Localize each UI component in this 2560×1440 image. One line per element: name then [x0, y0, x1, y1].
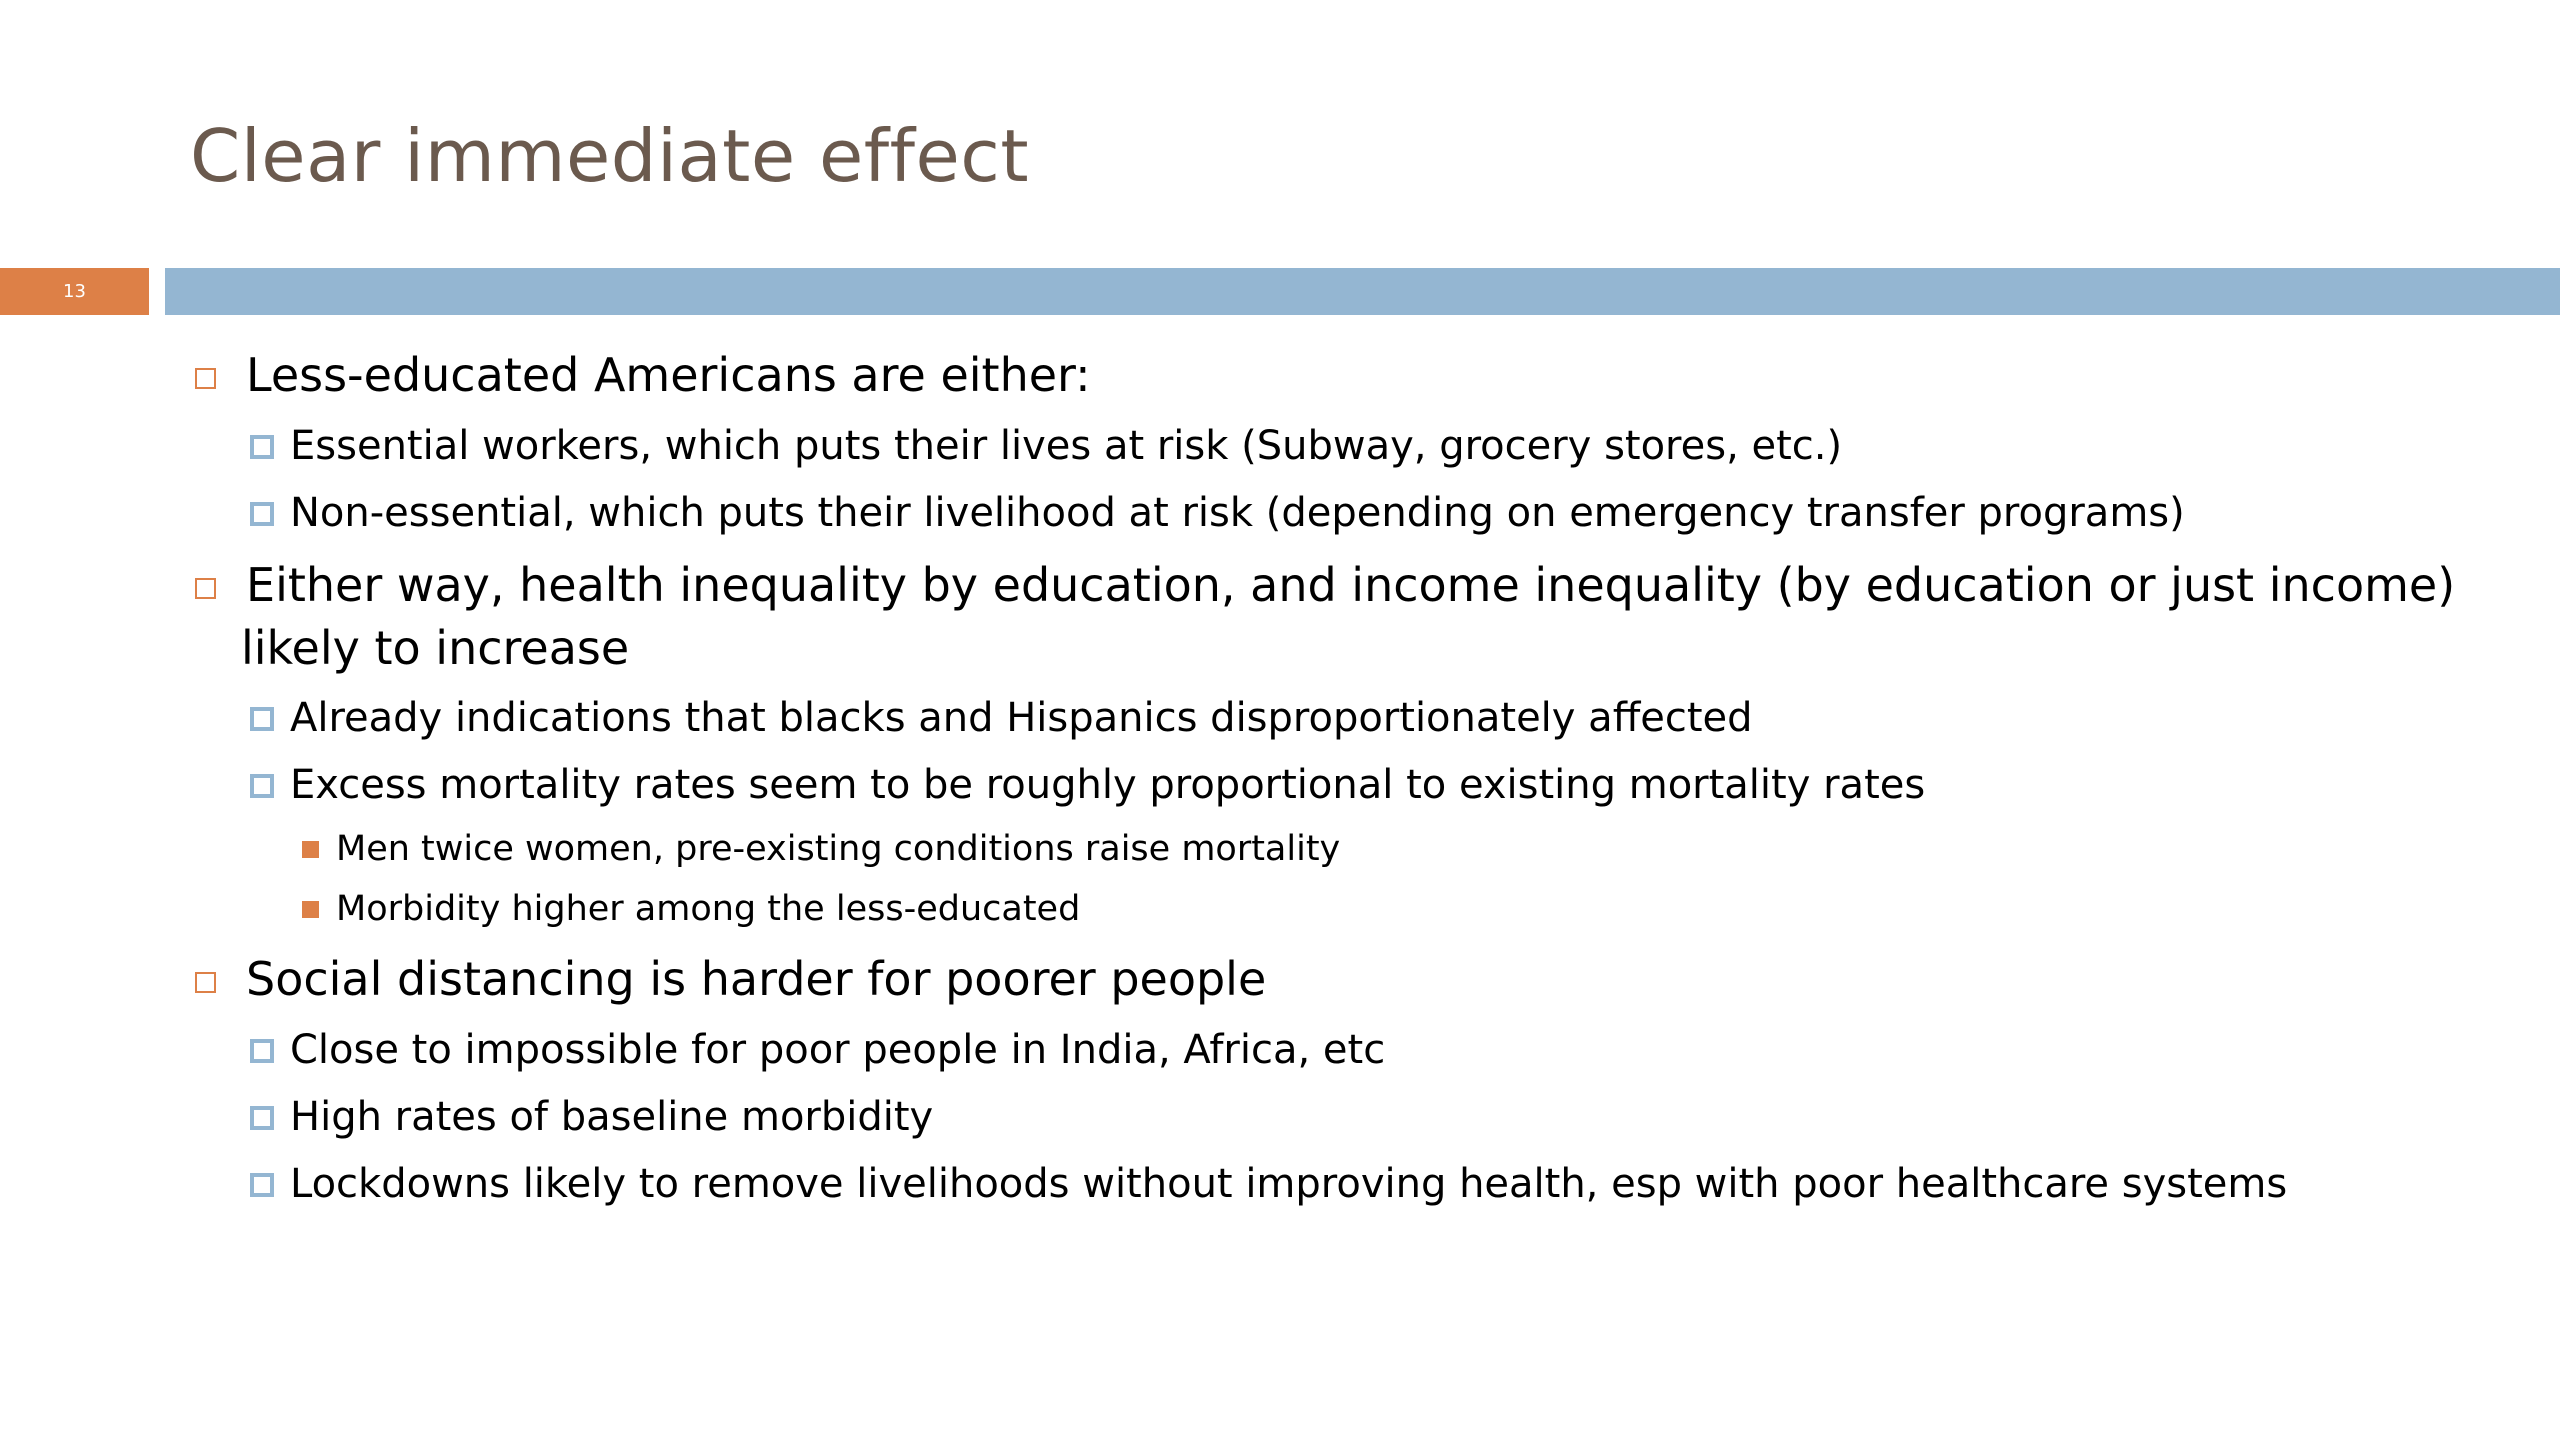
bullet-text: Already indications that blacks and Hispanics disproportionately affected	[290, 695, 1753, 741]
bullet-text: Close to impossible for poor people in India, Africa, etc	[290, 1027, 1386, 1073]
bullet-item-level2	[250, 1022, 1385, 1078]
bullet-item-level1	[195, 344, 1091, 407]
bullet-text: Social distancing is harder for poorer people	[246, 952, 1267, 1006]
bullet-item-level3	[302, 825, 1340, 873]
bullet-text: High rates of baseline morbidity	[290, 1094, 934, 1140]
framed-square-bullet-icon	[250, 1039, 274, 1063]
bullet-text: Either way, health inequality by education, and income inequality (by education or just income)	[246, 558, 2456, 612]
hollow-square-bullet-icon	[195, 578, 216, 599]
filled-square-bullet-icon	[302, 841, 319, 858]
framed-square-bullet-icon	[250, 774, 274, 798]
framed-square-bullet-icon	[250, 1106, 274, 1130]
bullet-item-level2	[250, 418, 1842, 474]
slide-number: 13	[63, 281, 86, 302]
bullet-text: Non-essential, which puts their livelihood at risk (depending on emergency transfer programs)	[290, 490, 2185, 536]
bullet-text: Men twice women, pre-existing conditions raise mortality	[336, 829, 1341, 869]
framed-square-bullet-icon	[250, 435, 274, 459]
bullet-item-level3	[302, 885, 1080, 933]
bullet-text: Lockdowns likely to remove livelihoods without improving health, esp with poor healthcare systems	[290, 1161, 2288, 1207]
bullet-item-level1	[195, 554, 2455, 617]
framed-square-bullet-icon	[250, 707, 274, 731]
bullet-item-level2	[250, 485, 2185, 541]
bullet-item-level2	[250, 1089, 933, 1145]
bullet-item-level2	[250, 757, 1925, 813]
bullet-item-level1	[195, 948, 1266, 1011]
bullet-continuation-line	[241, 617, 629, 680]
hollow-square-bullet-icon	[195, 972, 216, 993]
bullet-text: likely to increase	[241, 621, 630, 675]
bullet-text: Excess mortality rates seem to be roughly proportional to existing mortality rates	[290, 762, 1926, 808]
bullet-text: Morbidity higher among the less-educated	[336, 889, 1081, 929]
bullet-item-level2	[250, 690, 1753, 746]
framed-square-bullet-icon	[250, 1173, 274, 1197]
hollow-square-bullet-icon	[195, 368, 216, 389]
filled-square-bullet-icon	[302, 901, 319, 918]
bullet-text: Less-educated Americans are either:	[246, 348, 1091, 402]
bullet-text: Essential workers, which puts their lives at risk (Subway, grocery stores, etc.)	[290, 423, 1843, 469]
bullet-item-level2	[250, 1156, 2287, 1212]
framed-square-bullet-icon	[250, 502, 274, 526]
slide-title: Clear immediate effect	[190, 114, 1030, 198]
